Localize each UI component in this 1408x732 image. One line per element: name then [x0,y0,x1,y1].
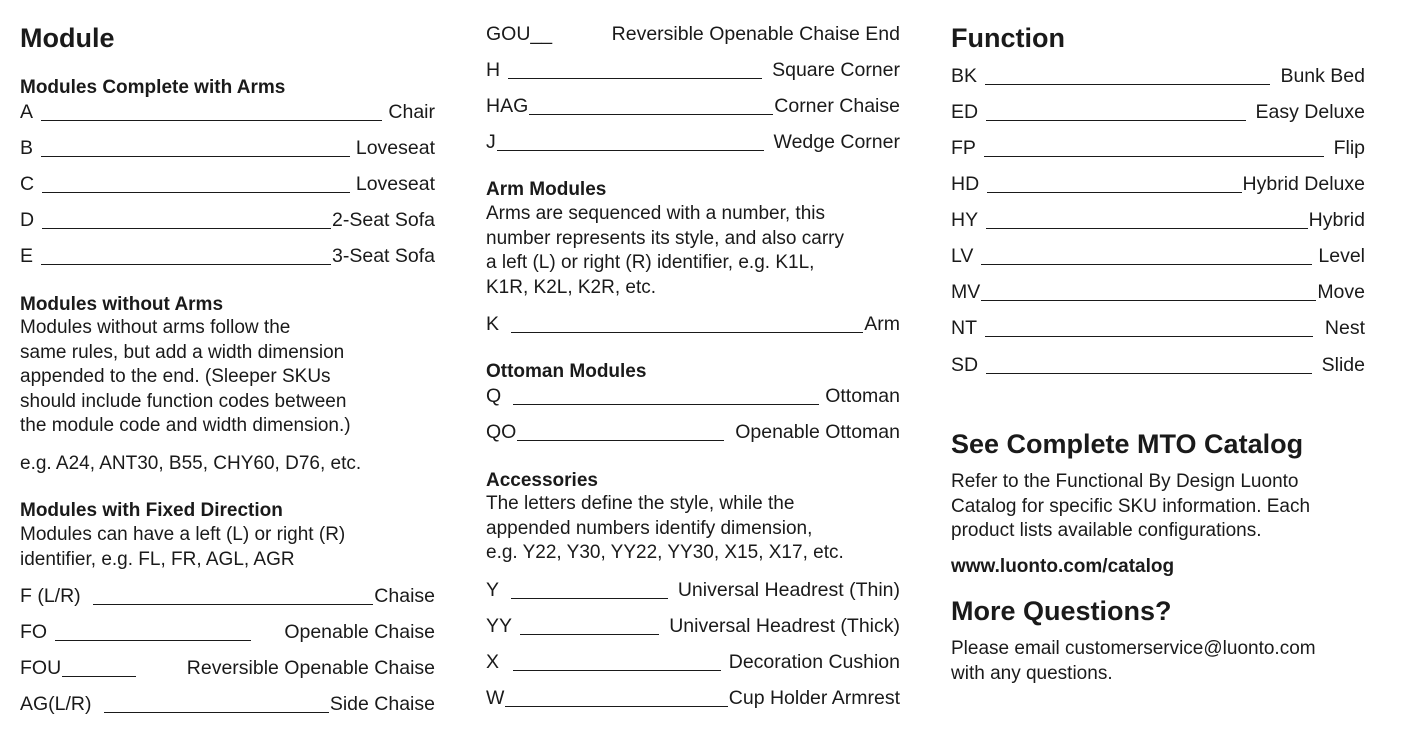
fill-line [511,332,863,333]
sku-code: B [20,137,34,159]
sku-label: Chaise [374,585,435,607]
arm-modules-description [486,202,844,300]
sku-label: Reversible Openable Chaise [186,657,435,679]
questions-title: More Questions? [951,596,1172,626]
fill-line [93,604,374,605]
sku-row [20,207,435,233]
fill-line [42,228,331,229]
fill-line [985,84,1270,85]
questions-description [951,637,1316,686]
ottoman-modules-heading: Ottoman Modules [486,361,647,382]
sku-code: YY [486,615,513,637]
function-title: Function [951,23,1065,53]
sku-label: Loveseat [355,137,435,159]
sku-code: C [20,173,35,195]
function-row [951,352,1365,378]
function-row [951,279,1365,305]
paragraph-line: Refer to the Functional By Design Luonto [951,471,1299,492]
sku-code: F (L/R) [20,585,81,607]
paragraph-line: Modules can have a left (L) or right (R) [20,524,346,545]
function-code: NT [951,317,977,339]
sku-row [20,691,435,717]
sku-label: Ottoman [825,385,900,407]
fixed-direction-description [20,523,345,572]
fill-line [511,598,668,599]
sku-code: E [20,245,34,267]
sku-code: K [486,313,500,335]
function-label: Hybrid Deluxe [1242,173,1365,195]
sku-label: Cup Holder Armrest [728,687,900,709]
function-code: FP [951,137,976,159]
sku-code: GOU__ [486,23,553,45]
function-code: MV [951,281,981,303]
sku-row [20,583,435,609]
function-code: HY [951,209,979,231]
function-code: HD [951,173,980,195]
sku-label: Arm [864,313,900,335]
fill-line [981,300,1316,301]
sku-code: Q [486,385,502,407]
arm-modules-heading: Arm Modules [486,179,607,200]
function-label: Level [1318,245,1365,267]
catalog-description [951,470,1310,544]
fill-line [62,676,136,677]
paragraph-line: Modules without arms follow the [20,317,291,338]
fixed-direction-heading: Modules with Fixed Direction [20,500,283,521]
fill-line [41,264,331,265]
sku-row [20,619,435,645]
function-label: Move [1317,281,1365,303]
complete-arms-heading: Modules Complete with Arms [20,77,286,98]
sku-code: W [486,687,505,709]
sku-label: Chair [388,101,435,123]
fill-line [508,78,762,79]
fill-line [41,156,350,157]
paragraph-line: e.g. Y22, Y30, YY22, YY30, X15, X17, etc. [486,542,844,564]
sku-row [20,99,435,125]
sku-label: 2-Seat Sofa [332,209,435,231]
sku-label: Universal Headrest (Thin) [677,579,900,601]
paragraph-line: a left (L) or right (R) identifier, e.g. K1L, [486,252,815,274]
function-row [951,63,1365,89]
sku-row [486,93,900,119]
sku-row [20,655,435,681]
function-label: Flip [1333,137,1365,159]
paragraph-line: with any questions. [951,662,1113,684]
function-label: Slide [1321,354,1365,376]
fill-line [984,156,1324,157]
sku-row [486,129,900,155]
sku-row [486,613,900,639]
paragraph-line: appended numbers identify dimension, [486,517,813,539]
paragraph-line: identifier, e.g. FL, FR, AGL, AGR [20,548,295,570]
paragraph-line: product lists available configurations. [951,520,1262,542]
function-code: ED [951,101,979,123]
sku-code: X [486,651,500,673]
sku-row [486,685,900,711]
sku-row [20,135,435,161]
sku-row [20,243,435,269]
sku-label: Corner Chaise [774,95,900,117]
sku-code: Y [486,579,500,601]
sku-code: H [486,59,501,81]
without-arms-heading: Modules without Arms [20,294,224,315]
sku-code: QO [486,421,517,443]
fill-line [986,228,1308,229]
function-row [951,99,1365,125]
fill-line [986,120,1245,121]
paragraph-line: Catalog for specific SKU information. Each [951,495,1311,517]
fill-line [985,336,1313,337]
sku-label: Reversible Openable Chaise End [611,23,900,45]
sku-row [486,311,900,337]
fill-line [505,706,727,707]
catalog-title: See Complete MTO Catalog [951,429,1304,459]
module-title: Module [20,23,115,53]
without-arms-description [20,316,351,439]
accessories-description [486,492,844,566]
sku-code: FO [20,621,48,643]
sku-code: J [486,131,496,153]
function-row [951,171,1365,197]
fill-line [104,712,329,713]
function-code: LV [951,245,974,267]
function-label: Nest [1324,317,1365,339]
sku-label: 3-Seat Sofa [332,245,435,267]
sku-code: D [20,209,35,231]
fill-line [513,670,721,671]
sku-label: Side Chaise [329,693,435,715]
fill-line [981,264,1312,265]
fill-line [520,634,659,635]
paragraph-line: Please email customerservice@luonto.com [951,638,1316,659]
sku-code: A [20,101,34,123]
function-row [951,207,1365,233]
fill-line [517,440,724,441]
fill-line [41,120,382,121]
sku-label: Square Corner [772,59,900,81]
without-arms-example: e.g. A24, ANT30, B55, CHY60, D76, etc. [20,453,362,474]
sku-code: FOU [20,657,62,679]
paragraph-line: the module code and width dimension.) [20,415,351,437]
fill-line [497,150,764,151]
function-row [951,243,1365,269]
sku-label: Decoration Cushion [728,651,900,673]
paragraph-line: number represents its style, and also carry [486,227,844,249]
catalog-link[interactable]: www.luonto.com/catalog [951,556,1175,577]
sku-row [486,383,900,409]
fill-line [529,114,773,115]
sku-row [486,649,900,675]
paragraph-line: should include function codes between [20,390,347,412]
sku-label: Wedge Corner [773,131,900,153]
accessories-heading: Accessories [486,470,598,491]
sku-code: HAG [486,95,529,117]
function-row [951,315,1365,341]
sku-label: Openable Ottoman [735,421,900,443]
fill-line [55,640,251,641]
function-code: SD [951,354,979,376]
fill-line [42,192,350,193]
sku-row [486,21,900,47]
function-row [951,135,1365,161]
sku-label: Universal Headrest (Thick) [669,615,900,637]
fill-line [513,404,819,405]
sku-code: AG(L/R) [20,693,92,715]
fill-line [986,373,1312,374]
sku-row [20,171,435,197]
sku-label: Loveseat [355,173,435,195]
paragraph-line: same rules, but add a width dimension [20,341,345,363]
sku-row [486,57,900,83]
fill-line [987,192,1241,193]
function-label: Easy Deluxe [1255,101,1365,123]
paragraph-line: K1R, K2L, K2R, etc. [486,276,657,298]
paragraph-line: The letters define the style, while the [486,493,795,514]
function-label: Bunk Bed [1280,65,1365,87]
sku-row [486,419,900,445]
sku-label: Openable Chaise [284,621,435,643]
function-label: Hybrid [1308,209,1365,231]
paragraph-line: Arms are sequenced with a number, this [486,203,826,224]
function-code: BK [951,65,978,87]
sku-row [486,577,900,603]
paragraph-line: appended to the end. (Sleeper SKUs [20,366,331,388]
